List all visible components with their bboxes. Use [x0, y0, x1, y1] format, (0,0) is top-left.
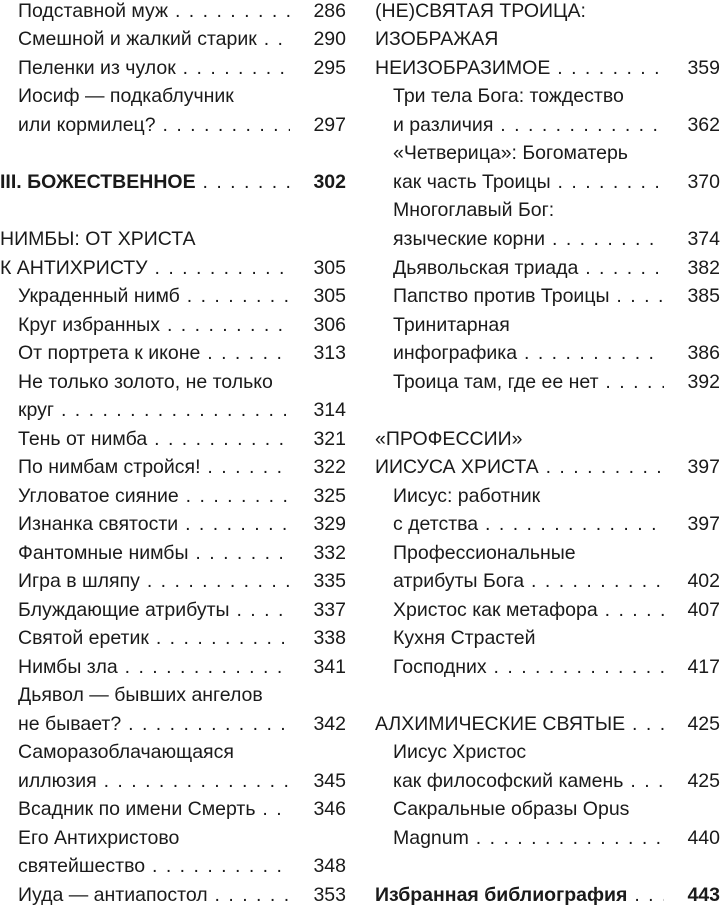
entry-page: 392: [687, 371, 720, 393]
entry-page: 385: [687, 285, 720, 307]
entry-page: 341: [313, 656, 346, 678]
toc-entry: [18, 710, 346, 738]
entry-title: инфографика . . .: [393, 339, 664, 367]
bibliography-title: Избранная библиография . . .: [375, 881, 664, 909]
toc-part-heading: [0, 168, 346, 196]
toc-entry: [18, 25, 346, 53]
toc-entry-line: [393, 82, 720, 110]
chapter-title: ИЗОБРАЖАЯ: [375, 28, 499, 50]
toc-entry: [18, 653, 346, 681]
entry-page: 370: [687, 171, 720, 193]
entry-title: Всадник по имени Смерть . . .: [18, 795, 290, 823]
entry-page: 335: [313, 570, 346, 592]
entry-page: 348: [313, 855, 346, 877]
entry-page: 382: [687, 257, 720, 279]
toc-entry: [393, 339, 720, 367]
entry-title: как философский камень . . .: [393, 767, 664, 795]
toc-entry: [393, 824, 720, 852]
toc-entry-line: [393, 482, 720, 510]
toc-chapter-line: [375, 25, 720, 53]
entry-page: 402: [687, 570, 720, 592]
entry-page: 338: [313, 627, 346, 649]
entry-title: Саморазоблачающаяся: [18, 741, 234, 763]
entry-page: 286: [313, 0, 346, 22]
toc-entry: [18, 539, 346, 567]
toc-entry-line: [18, 824, 346, 852]
entry-title: с детства . . .: [393, 510, 664, 538]
entry-page: 417: [687, 656, 720, 678]
toc-entry: [393, 111, 720, 139]
entry-title: Изнанка святости . . .: [18, 510, 290, 538]
entry-page: 313: [313, 342, 346, 364]
toc-entry: [393, 653, 720, 681]
entry-title: святейшество . . .: [18, 852, 290, 880]
toc-entry: [18, 0, 346, 25]
toc-entry: [18, 567, 346, 595]
toc-entry: [393, 368, 720, 396]
entry-page: 297: [313, 114, 346, 136]
entry-title: Угловатое сияние . . .: [18, 482, 290, 510]
entry-page: 440: [687, 827, 720, 849]
toc-entry: [393, 254, 720, 282]
chapter-title: ИИСУСА ХРИСТА . . .: [375, 453, 664, 481]
entry-title: Дьявол — бывших ангелов: [18, 684, 263, 706]
entry-title: Троица там, где ее нет . . .: [393, 368, 664, 396]
toc-entry-line: [393, 624, 720, 652]
toc-entry-line: [18, 82, 346, 110]
toc-entry: [18, 852, 346, 880]
entry-page: 346: [313, 798, 346, 820]
toc-bibliography: [375, 881, 720, 909]
toc-chapter: [375, 54, 720, 82]
toc-entry: [393, 510, 720, 538]
entry-page: 342: [313, 713, 346, 735]
toc-entry-line: [393, 311, 720, 339]
entry-title: языческие корни . . .: [393, 225, 664, 253]
entry-page: 425: [687, 713, 720, 735]
entry-page: 397: [687, 456, 720, 478]
toc-entry: [18, 453, 346, 481]
entry-title: Иосиф — подкаблучник: [18, 85, 234, 107]
entry-title: Нимбы зла . . .: [18, 653, 290, 681]
entry-title: иллюзия . . .: [18, 767, 290, 795]
entry-title: Не только золото, не только: [18, 371, 273, 393]
toc-entry: [18, 311, 346, 339]
toc-chapter-line: [375, 425, 720, 453]
entry-title: Его Антихристово: [18, 827, 180, 849]
entry-page: 321: [313, 428, 346, 450]
entry-page: 325: [313, 485, 346, 507]
toc-entry: [393, 282, 720, 310]
entry-page: 353: [313, 884, 346, 906]
entry-title: или кормилец? . . .: [18, 111, 290, 139]
part-title: III. БОЖЕСТВЕННОЕ . . .: [0, 168, 290, 196]
toc-entry: [18, 425, 346, 453]
entry-page: 295: [313, 57, 346, 79]
entry-page: 374: [687, 228, 720, 250]
toc-entry: [18, 767, 346, 795]
entry-title: Тень от нимба . . .: [18, 425, 290, 453]
toc-entry: [18, 881, 346, 909]
entry-title: Христос как метафора . . .: [393, 596, 664, 624]
toc-entry-line: [393, 738, 720, 766]
entry-page: 359: [687, 57, 720, 79]
chapter-title: «ПРОФЕССИИ»: [375, 428, 523, 450]
entry-title: круг . . .: [18, 396, 290, 424]
entry-page: 322: [313, 456, 346, 478]
entry-page: 386: [687, 342, 720, 364]
entry-page: 397: [687, 513, 720, 535]
toc-entry: [18, 596, 346, 624]
toc-entry: [18, 54, 346, 82]
entry-page: 314: [313, 399, 346, 421]
toc-entry: [393, 567, 720, 595]
entry-title: Сакральные образы Opus: [393, 798, 630, 820]
toc-entry: [393, 168, 720, 196]
entry-page: 425: [687, 770, 720, 792]
toc-entry: [18, 111, 346, 139]
entry-page: 362: [687, 114, 720, 136]
entry-page: 306: [313, 314, 346, 336]
entry-title: Фантомные нимбы . . .: [18, 539, 290, 567]
entry-title: Magnum . . .: [393, 824, 664, 852]
toc-entry: [18, 624, 346, 652]
toc-entry: [18, 795, 346, 823]
entry-page: 302: [313, 171, 346, 193]
toc-entry-line: [18, 368, 346, 396]
entry-page: 290: [313, 28, 346, 50]
entry-title: Господних . . .: [393, 653, 664, 681]
chapter-title: НИМБЫ: ОТ ХРИСТА: [0, 228, 196, 250]
toc-entry-line: [393, 196, 720, 224]
entry-title: Игра в шляпу . . .: [18, 567, 290, 595]
entry-title: как часть Троицы . . .: [393, 168, 664, 196]
toc-entry: [18, 282, 346, 310]
entry-title: «Четверица»: Богоматерь: [393, 142, 628, 164]
chapter-title: НЕИЗОБРАЗИМОЕ . . .: [375, 54, 664, 82]
toc-entry-line: [393, 795, 720, 823]
toc-chapter: [375, 453, 720, 481]
entry-title: Тринитарная: [393, 314, 510, 336]
chapter-title: АЛХИМИЧЕСКИЕ СВЯТЫЕ . . .: [375, 710, 664, 738]
toc-entry: [18, 482, 346, 510]
toc-chapter-line: [0, 225, 346, 253]
toc-entry: [393, 767, 720, 795]
entry-title: Иуда — антиапостол . . .: [18, 881, 290, 909]
chapter-title: К АНТИХРИСТУ . . .: [0, 254, 290, 282]
entry-title: Профессиональные: [393, 542, 576, 564]
entry-title: Подставной муж . . .: [18, 0, 290, 25]
entry-title: Круг избранных . . .: [18, 311, 290, 339]
entry-title: Многоглавый Бог:: [393, 199, 555, 221]
entry-title: Смешной и жалкий старик . . .: [18, 25, 290, 53]
toc-entry-line: [393, 539, 720, 567]
toc-entry: [18, 339, 346, 367]
entry-title: Иисус Христос: [393, 741, 527, 763]
entry-title: Пеленки из чулок . . .: [18, 54, 290, 82]
entry-title: От портрета к иконе . . .: [18, 339, 290, 367]
toc-entry-line: [18, 738, 346, 766]
entry-title: Украденный нимб . . .: [18, 282, 290, 310]
toc-entry: [393, 225, 720, 253]
entry-title: По нимбам стройся! . . .: [18, 453, 290, 481]
entry-page: 305: [313, 285, 346, 307]
entry-page: 329: [313, 513, 346, 535]
entry-page: 337: [313, 599, 346, 621]
entry-title: и различия . . .: [393, 111, 664, 139]
entry-title: атрибуты Бога . . .: [393, 567, 664, 595]
entry-title: Иисус: работник: [393, 485, 541, 507]
entry-page: 345: [313, 770, 346, 792]
toc-entry: [393, 596, 720, 624]
entry-title: Блуждающие атрибуты . . .: [18, 596, 290, 624]
chapter-title: (НЕ)СВЯТАЯ ТРОИЦА:: [375, 0, 586, 22]
entry-title: Кухня Страстей: [393, 627, 536, 649]
entry-title: Святой еретик . . .: [18, 624, 290, 652]
toc-chapter: [375, 710, 720, 738]
entry-title: Дьявольская триада . . .: [393, 254, 664, 282]
toc-chapter-line: [375, 0, 720, 25]
toc-entry-line: [18, 681, 346, 709]
toc-chapter: [0, 254, 346, 282]
entry-title: не бывает? . . .: [18, 710, 290, 738]
entry-title: Три тела Бога: тождество: [393, 85, 624, 107]
toc-entry: [18, 396, 346, 424]
entry-title: Папство против Троицы . . .: [393, 282, 664, 310]
entry-page: 443: [687, 884, 720, 906]
entry-page: 407: [687, 599, 720, 621]
toc-entry-line: [393, 139, 720, 167]
toc-entry: [18, 510, 346, 538]
entry-page: 332: [313, 542, 346, 564]
entry-page: 305: [313, 257, 346, 279]
